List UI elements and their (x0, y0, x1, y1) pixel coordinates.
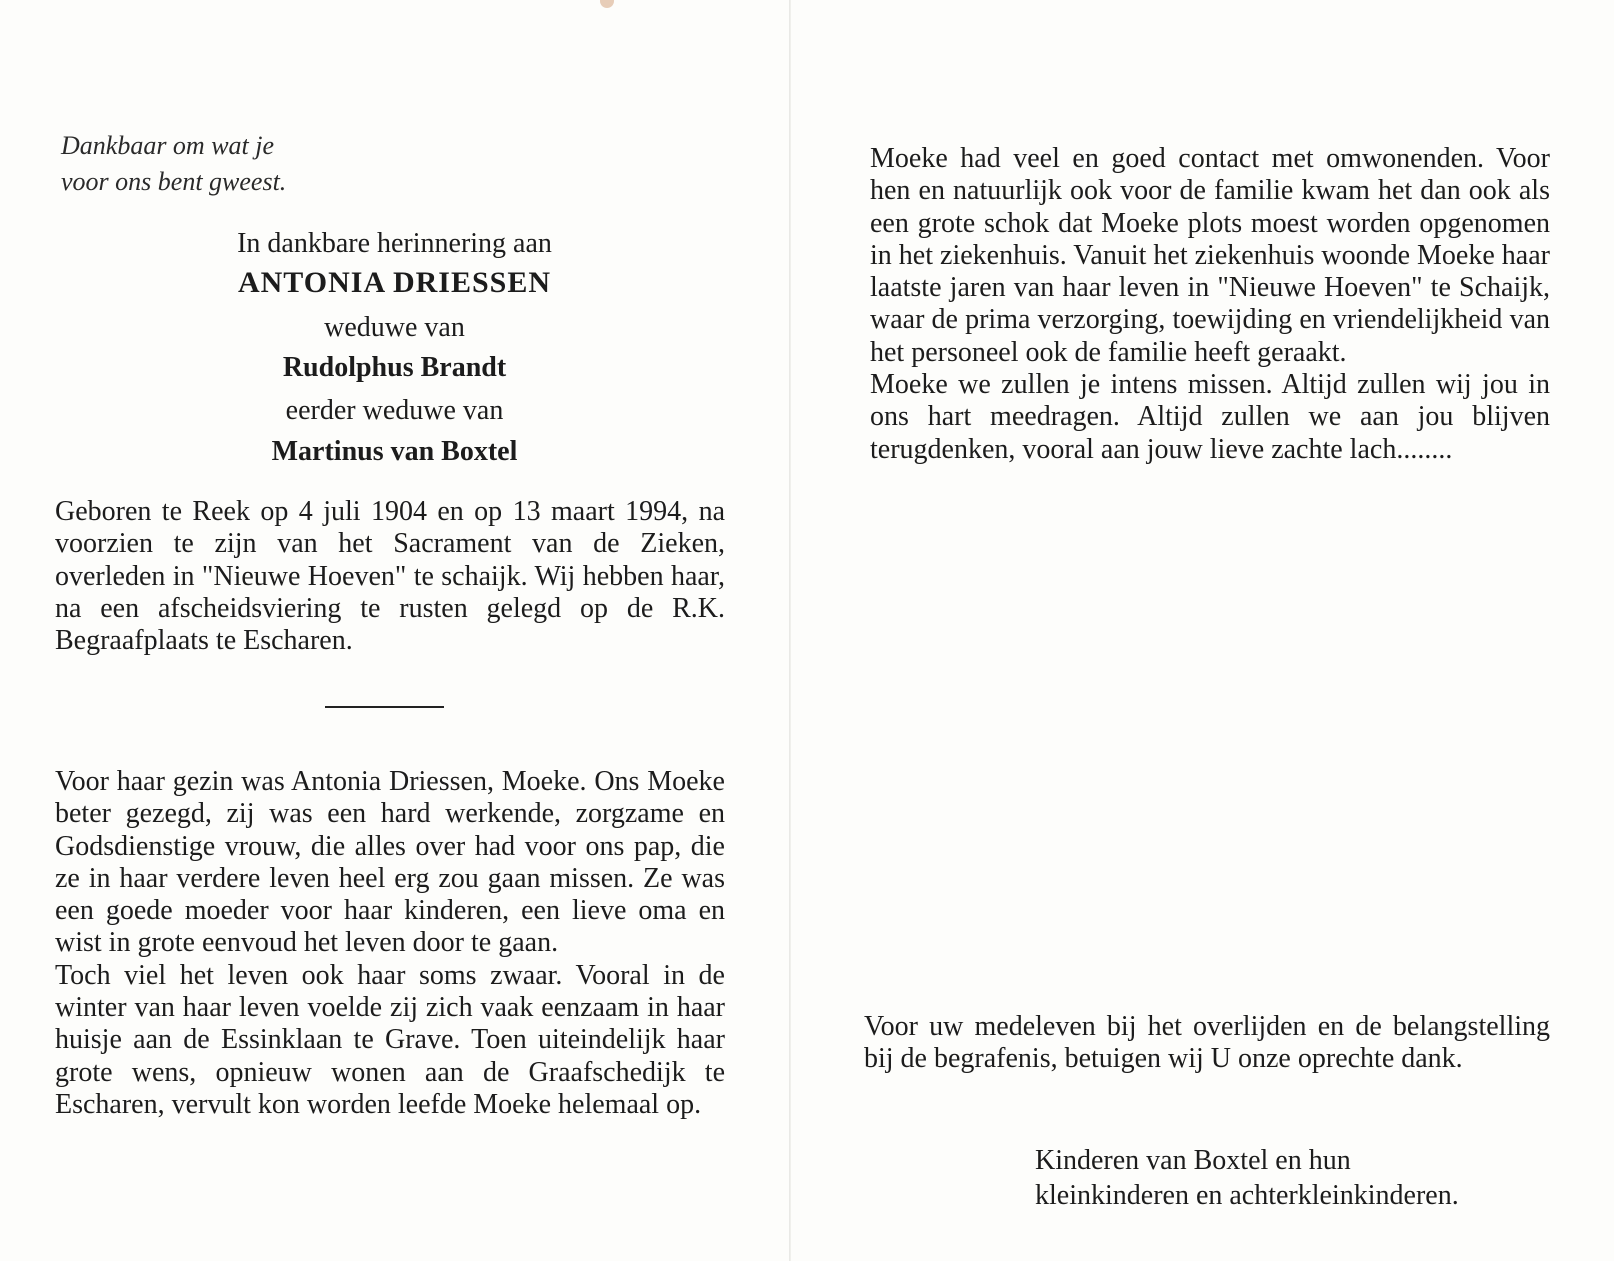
story-paragraph: Voor haar gezin was Antonia Driessen, Moeke. Ons Moeke beter gezegd, zij was een hard werkende, zorgzame en Godsdienstige vrouw, die alles over had voor ons pap, die ze in haar verdere leven heel erg zou gaan missen. Ze was een goede moeder voor haar kinderen, een lieve oma en wist in grote eenvoud het leven door te gaan. (55, 766, 725, 959)
signature-line: kleinkinderen en achterkleinkinderen. (1035, 1180, 1459, 1211)
right-page (791, 0, 1614, 1261)
motto-line: Dankbaar om wat je (61, 131, 275, 160)
left-page (0, 0, 789, 1261)
motto-line: voor ons bent gweest. (61, 167, 287, 196)
thanks-paragraph: Voor uw medeleven bij het overlijden en de belangstelling bij de begrafenis, betuigen wij U onze oprechte dank. (864, 1011, 1550, 1075)
deceased-name: ANTONIA DRIESSEN (237, 266, 552, 299)
right-paragraph: Moeke we zullen je intens missen. Altijd zullen wij jou in ons hart meedragen. Altijd zullen we aan jou blijven terugdenken, vooral aan jouw lieve zachte lach........ (870, 369, 1550, 465)
life-story (55, 766, 725, 1121)
signature (1035, 1143, 1459, 1213)
story-paragraph: Toch viel het leven ook haar soms zwaar. Vooral in de winter van haar leven voelde zij zich vaak eenzaam in haar huisje aan de Essinklaan te Grave. Toen uiteindelijk haar grote wens, opnieuw wonen aan de Graafschedijk te Escharen, vervult kon worden leefde Moeke helemaal op. (55, 959, 725, 1120)
birth-death-paragraph: Geboren te Reek op 4 juli 1904 en op 13 maart 1994, na voorzien te zijn van het Sacrament van de Zieken, overleden in "Nieuwe Hoeven" te schaijk. Wij hebben haar, na een afscheidsviering te rusten gelegd op de R.K. Begraafplaats te Escharen. (55, 496, 725, 657)
widow-of-label: weduwe van (324, 312, 465, 343)
motto (61, 128, 286, 200)
remembrance-intro: In dankbare herinnering aan (237, 228, 552, 259)
husband-name: Rudolphus Brandt (282, 352, 507, 383)
right-paragraph: Moeke had veel en goed contact met omwonenden. Voor hen en natuurlijk ook voor de familie kwam het dan ook als een grote schok dat Moeke plots moest worden opgenomen in het ziekenhuis. Vanuit het ziekenhuis woonde Moeke haar laatste jaren van haar leven in "Nieuwe Hoeven" te Schaijk, waar de prima verzorging, toewijding en vriendelijkheid van het personeel ook de familie heeft geraakt. (870, 143, 1550, 368)
divider-line (325, 706, 444, 708)
earlier-widow-label: eerder weduwe van (285, 395, 504, 426)
right-text (870, 143, 1550, 466)
first-husband-name: Martinus van Boxtel (271, 436, 518, 467)
signature-line: Kinderen van Boxtel en hun (1035, 1145, 1351, 1176)
